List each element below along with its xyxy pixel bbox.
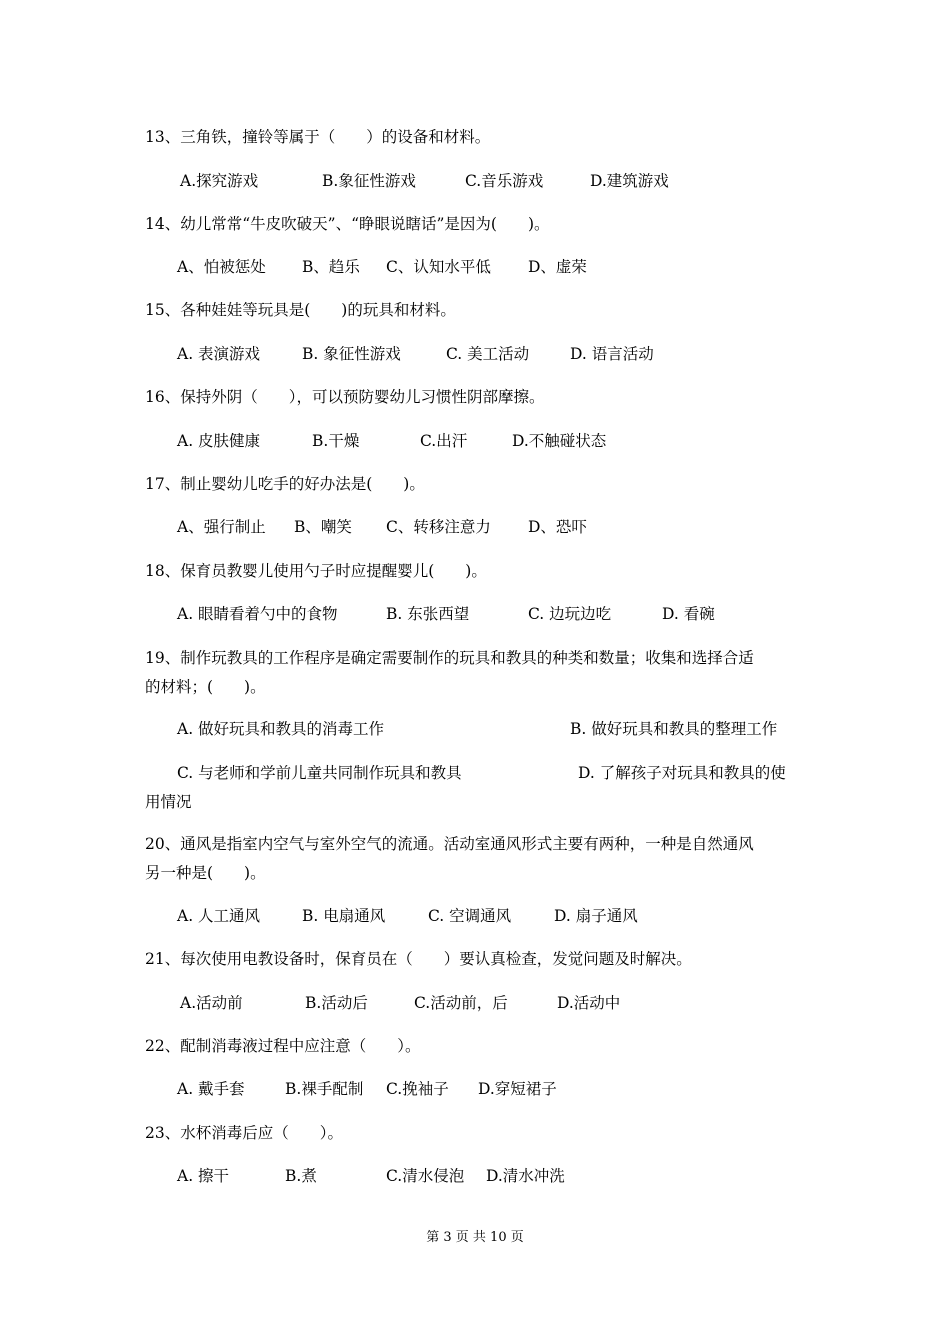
q22-option-b: B.裸手配制 xyxy=(285,1080,364,1098)
q15-option-d: D. 语言活动 xyxy=(570,345,654,363)
q15-option-a: A. 表演游戏 xyxy=(177,345,261,363)
question-19-line-2: 的材料；( )。 xyxy=(145,678,266,696)
q13-option-d: D.建筑游戏 xyxy=(590,172,669,190)
question-22: 22、配制消毒液过程中应注意（ ）。 xyxy=(145,1037,421,1055)
q16-option-d: D.不触碰状态 xyxy=(512,432,607,450)
q18-option-a: A. 眼睛看着勺中的食物 xyxy=(177,605,338,623)
q14-option-b: B、趋乐 xyxy=(302,258,360,276)
q21-option-b: B.活动后 xyxy=(305,994,368,1012)
question-21: 21、每次使用电教设备时，保育员在（ ）要认真检查，发觉问题及时解决。 xyxy=(145,950,692,968)
q15-option-b: B. 象征性游戏 xyxy=(302,345,401,363)
q17-option-d: D、恐吓 xyxy=(528,518,587,536)
q15-option-c: C. 美工活动 xyxy=(446,345,530,363)
q23-option-b: B.煮 xyxy=(285,1167,317,1185)
q13-option-a: A.探究游戏 xyxy=(180,172,259,190)
q20-option-b: B. 电扇通风 xyxy=(302,907,386,925)
q17-option-c: C、转移注意力 xyxy=(386,518,491,536)
q19-option-a: A. 做好玩具和教具的消毒工作 xyxy=(177,720,385,738)
page-number-footer: 第 3 页 共 10 页 xyxy=(426,1230,524,1245)
q23-option-d: D.清水冲洗 xyxy=(486,1167,565,1185)
q14-option-d: D、虚荣 xyxy=(528,258,587,276)
question-18: 18、保育员教婴儿使用勺子时应提醒婴儿( )。 xyxy=(145,562,487,580)
q19-option-b: B. 做好玩具和教具的整理工作 xyxy=(570,720,778,738)
q16-option-a: A. 皮肤健康 xyxy=(177,432,261,450)
q17-option-a: A、强行制止 xyxy=(177,518,266,536)
q22-option-c: C.挽袖子 xyxy=(386,1080,449,1098)
question-20-line-2: 另一种是( )。 xyxy=(145,864,266,882)
question-13: 13、三角铁，撞铃等属于（ ）的设备和材料。 xyxy=(145,128,491,146)
q19-option-c: C. 与老师和学前儿童共同制作玩具和教具 xyxy=(177,764,462,782)
q18-option-b: B. 东张西望 xyxy=(386,605,470,623)
question-16: 16、保持外阴（ ），可以预防婴幼儿习惯性阴部摩擦。 xyxy=(145,388,545,406)
question-19-line-1: 19、制作玩教具的工作程序是确定需要制作的玩具和教具的种类和数量；收集和选择合适 xyxy=(145,649,754,667)
q22-option-d: D.穿短裙子 xyxy=(478,1080,557,1098)
q21-option-a: A.活动前 xyxy=(180,994,243,1012)
question-15: 15、各种娃娃等玩具是( )的玩具和材料。 xyxy=(145,301,456,319)
question-20-line-1: 20、通风是指室内空气与室外空气的流通。活动室通风形式主要有两种，一种是自然通风 xyxy=(145,835,754,853)
q19-option-d: D. 了解孩子对玩具和教具的使 xyxy=(578,764,786,782)
q18-option-d: D. 看碗 xyxy=(662,605,715,623)
question-17: 17、制止婴幼儿吃手的好办法是( )。 xyxy=(145,475,425,493)
q14-option-c: C、认知水平低 xyxy=(386,258,491,276)
q23-option-c: C.清水侵泡 xyxy=(386,1167,465,1185)
q21-option-c: C.活动前，后 xyxy=(414,994,508,1012)
q17-option-b: B、嘲笑 xyxy=(294,518,352,536)
q19-option-d-wrap: 用情况 xyxy=(145,793,192,811)
q21-option-d: D.活动中 xyxy=(557,994,621,1012)
q13-option-c: C.音乐游戏 xyxy=(465,172,544,190)
q14-option-a: A、怕被惩处 xyxy=(177,258,266,276)
q18-option-c: C. 边玩边吃 xyxy=(528,605,612,623)
q23-option-a: A. 擦干 xyxy=(177,1167,230,1185)
q22-option-a: A. 戴手套 xyxy=(177,1080,245,1098)
question-14: 14、幼儿常常“牛皮吹破天”、“睁眼说瞎话”是因为( )。 xyxy=(145,215,550,233)
q20-option-c: C. 空调通风 xyxy=(428,907,512,925)
question-23: 23、水杯消毒后应（ ）。 xyxy=(145,1124,343,1142)
q16-option-c: C.出汗 xyxy=(420,432,468,450)
q13-option-b: B.象征性游戏 xyxy=(322,172,416,190)
q20-option-d: D. 扇子通风 xyxy=(554,907,638,925)
q20-option-a: A. 人工通风 xyxy=(177,907,261,925)
q16-option-b: B.干燥 xyxy=(312,432,360,450)
